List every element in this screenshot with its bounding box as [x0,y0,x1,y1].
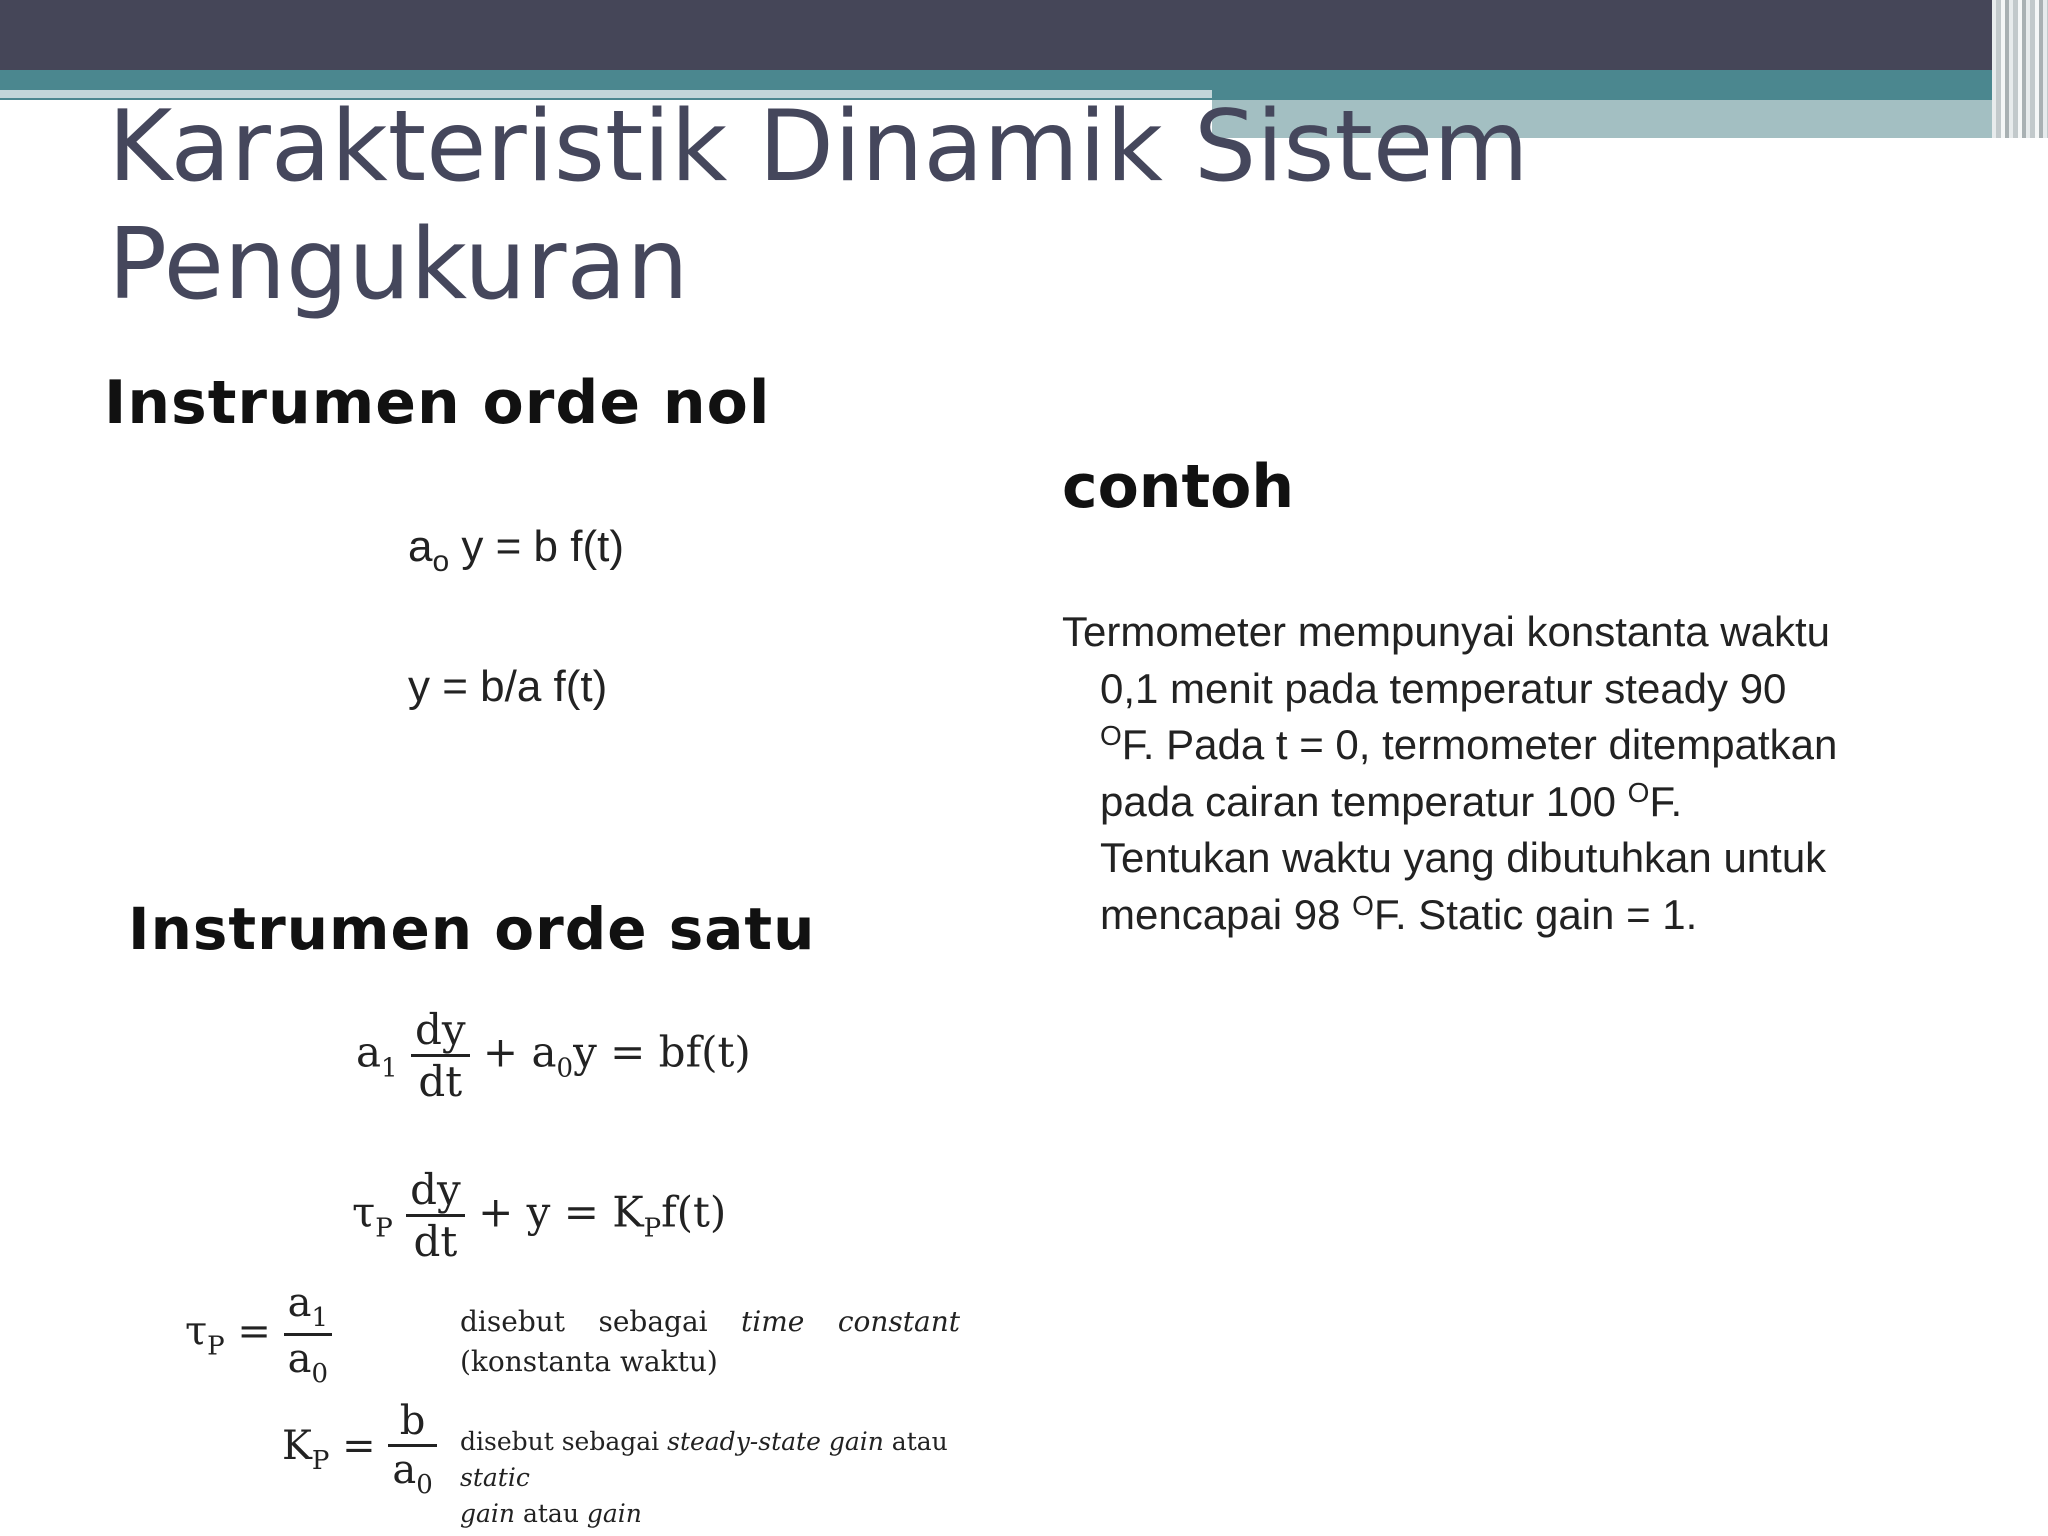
equation-orde-nol-2: y = b/a f(t) [408,662,608,711]
definition-time-constant: $\tau_P$ = $\frac{a_1}{a_0}$ [185,1280,332,1389]
header-band-dark [0,0,2048,70]
heading-orde-satu: Instrumen orde satu [128,895,816,963]
slide-title [108,88,1608,324]
heading-contoh: contoh [1062,452,1295,522]
time-constant-description: disebut sebagai time constant (konstanta waktu) [460,1305,960,1378]
fraction-dy-dt: $\frac{dy}{dt}$ [411,1005,470,1106]
equation-orde-satu-1: $a_1$ $\frac{dy}{dt}$ + $a_0y = bf(t)$ [356,1005,751,1106]
fraction-b-a0: $\frac{b}{a_0}$ [388,1398,436,1500]
header-edge-stripes [1992,0,2048,138]
example-paragraph: Termometer mempunyai konstanta waktu 0,1 menit pada temperatur steady 90 $^O$F. Pada t = 0, termometer ditempatkan pada cairan temperatur 100 $^O$F. Tentukan waktu yang dibutuhkan untuk mencapai 98 $^O$F. Static gain = 1. [1062,608,1838,938]
slide-title-line2: Pengukuran [108,208,689,322]
equation-orde-satu-2: $\tau_P$ $\frac{dy}{dt}$ + $y = K_Pf(t)$ [352,1165,726,1263]
equation-orde-nol-1: $a_o$ y = b f(t) [408,522,624,578]
steady-state-gain-description: disebut sebagai steady-state gain atau static gain atau gain [460,1427,948,1528]
fraction-dy-dt: $\frac{dy}{dt}$ [406,1165,465,1263]
heading-orde-nol: Instrumen orde nol [104,368,771,438]
definition-steady-state-gain: $K_P$ = $\frac{b}{a_0}$ [282,1398,437,1500]
fraction-a1-a0: $\frac{a_1}{a_0}$ [284,1280,332,1389]
slide-title-line1: Karakteristik Dinamik Sistem [108,90,1529,204]
